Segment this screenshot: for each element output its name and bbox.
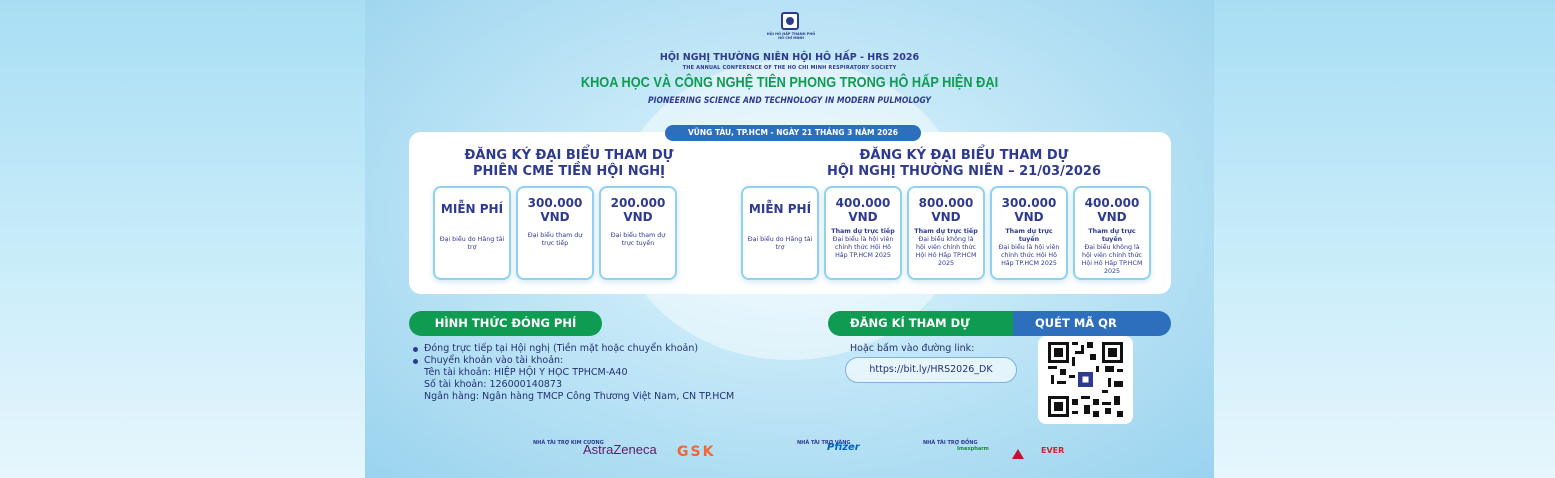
price-type: Tham dự trực tiếp [914, 228, 978, 235]
registration-qr-code[interactable] [1038, 336, 1133, 424]
price-note: Đại biểu không là hội viên chính thức Hội Hô Hấp TP.HCM 2025 [915, 236, 977, 267]
imexpharm-logo: Imexpharm [957, 446, 989, 452]
annual-heading-line2: HỘI NGHỊ THƯỜNG NIÊN – 21/03/2026 [826, 164, 1101, 179]
theme-title-en: PIONEERING SCIENCE AND TECHNOLOGY IN MODERN PULMOLOGY [648, 96, 931, 106]
pharma-logo-icon [1012, 444, 1024, 454]
price-desc [909, 228, 983, 268]
payment-item-cash: Đóng trực tiếp tại Hội nghị (Tiền mặt hoặc chuyển khoản) [413, 343, 734, 355]
registration-card [409, 132, 1171, 294]
payment-item-transfer: Chuyển khoản vào tài khoản: [413, 355, 734, 367]
price-note: Đại biểu là hội viên chính thức Hội Hô Hấp TP.HCM 2025 [832, 236, 894, 259]
conference-banner [365, 0, 1214, 478]
price-amount: 400.000 VND [835, 196, 891, 224]
registration-link[interactable]: https://bit.ly/HRS2026_DK [845, 357, 1017, 383]
annual-heading [769, 148, 1159, 180]
conference-title-vn: HỘI NGHỊ THƯỜNG NIÊN HỘI HÔ HẤP - HRS 2026 [659, 52, 920, 63]
qr-code-icon [1048, 342, 1123, 417]
price-amount: 300.000 VND [1001, 196, 1057, 224]
price-amount: MIỄN PHÍ [440, 202, 504, 216]
left-background [0, 0, 365, 478]
price-type: Tham dự trực tiếp [831, 228, 895, 235]
gsk-logo: GSK [677, 444, 716, 460]
cme-heading-line2: PHIÊN CME TIỀN HỘI NGHỊ [473, 164, 665, 179]
right-background [1214, 0, 1555, 478]
price-desc: Đại biểu tham dự trực tuyến [610, 232, 666, 247]
conference-title-en: THE ANNUAL CONFERENCE OF THE HO CHI MINH RESPIRATORY SOCIETY [682, 65, 897, 71]
sponsor-tier-text: NHÀ TÀI TRỢ VÀNG [797, 440, 851, 446]
price-desc: Đại biểu tham dự trực tiếp [527, 232, 583, 247]
link-hint: Hoặc bấm vào đường link: [850, 343, 975, 354]
price-amount: 200.000 VND [610, 196, 666, 224]
pfizer-logo: Pfizer [827, 442, 860, 453]
price-desc: Đại biểu do Hãng tài trợ [747, 236, 813, 251]
register-label: ĐĂNG KÍ THAM DỰ [850, 316, 970, 330]
cme-price-online [599, 186, 677, 280]
astrazeneca-logo: AstraZeneca [583, 442, 657, 457]
society-logo-icon [781, 12, 799, 30]
price-type: Tham dự trực tuyến [1088, 228, 1136, 243]
price-amount: 400.000 VND [1084, 196, 1140, 224]
cme-price-free [433, 186, 511, 280]
annual-heading-line1: ĐĂNG KÝ ĐẠI BIỂU THAM DỰ [859, 148, 1069, 163]
price-desc [992, 228, 1066, 268]
price-desc [1075, 228, 1149, 276]
sponsor-tier-text: NHÀ TÀI TRỢ KIM CƯƠNG [533, 440, 604, 446]
annual-price-onsite-nonmember [907, 186, 985, 280]
payment-heading: HÌNH THỨC ĐÓNG PHÍ [409, 311, 602, 336]
price-desc: Đại biểu do Hãng tài trợ [439, 236, 505, 251]
location-date-badge: VŨNG TÀU, TP.HCM - NGÀY 21 THÁNG 3 NĂM 2026 [665, 125, 921, 141]
bank-name: Ngân hàng: Ngân hàng TMCP Công Thương Việt Nam, CN TP.HCM [424, 391, 735, 402]
theme-title-vn: KHOA HỌC VÀ CÔNG NGHỆ TIÊN PHONG TRONG HÔ HẤP HIỆN ĐẠI [580, 74, 999, 91]
account-number: Số tài khoản: 126000140873 [424, 379, 562, 390]
cme-heading-line1: ĐĂNG KÝ ĐẠI BIỂU THAM DỰ [464, 148, 674, 163]
ever-pharma-logo: EVER [1041, 446, 1065, 455]
account-name: Tên tài khoản: HIỆP HỘI Y HỌC TPHCM-A40 [424, 367, 628, 378]
cme-price-onsite [516, 186, 594, 280]
price-amount: 300.000 VND [527, 196, 583, 224]
scan-qr-label: QUÉT MÃ QR [1035, 316, 1117, 330]
cme-heading [419, 148, 719, 180]
register-heading [828, 311, 1171, 336]
annual-price-online-nonmember [1073, 186, 1151, 280]
price-note: Đại biểu là hội viên chính thức Hội Hô Hấp TP.HCM 2025 [998, 244, 1060, 267]
price-amount: 800.000 VND [918, 196, 974, 224]
logo-caption: HỘI HÔ HẤP THÀNH PHỐ HỒ CHÍ MINH [766, 32, 816, 40]
sponsor-tier-text: NHÀ TÀI TRỢ ĐỒNG [923, 440, 978, 446]
annual-price-onsite-member [824, 186, 902, 280]
payment-list [413, 343, 734, 403]
price-desc [826, 228, 900, 260]
annual-price-free [741, 186, 819, 280]
price-amount: MIỄN PHÍ [748, 202, 812, 216]
price-note: Đại biểu không là hội viên chính thức Hội Hô Hấp TP.HCM 2025 [1081, 244, 1143, 275]
price-type: Tham dự trực tuyến [1005, 228, 1053, 243]
annual-price-online-member [990, 186, 1068, 280]
